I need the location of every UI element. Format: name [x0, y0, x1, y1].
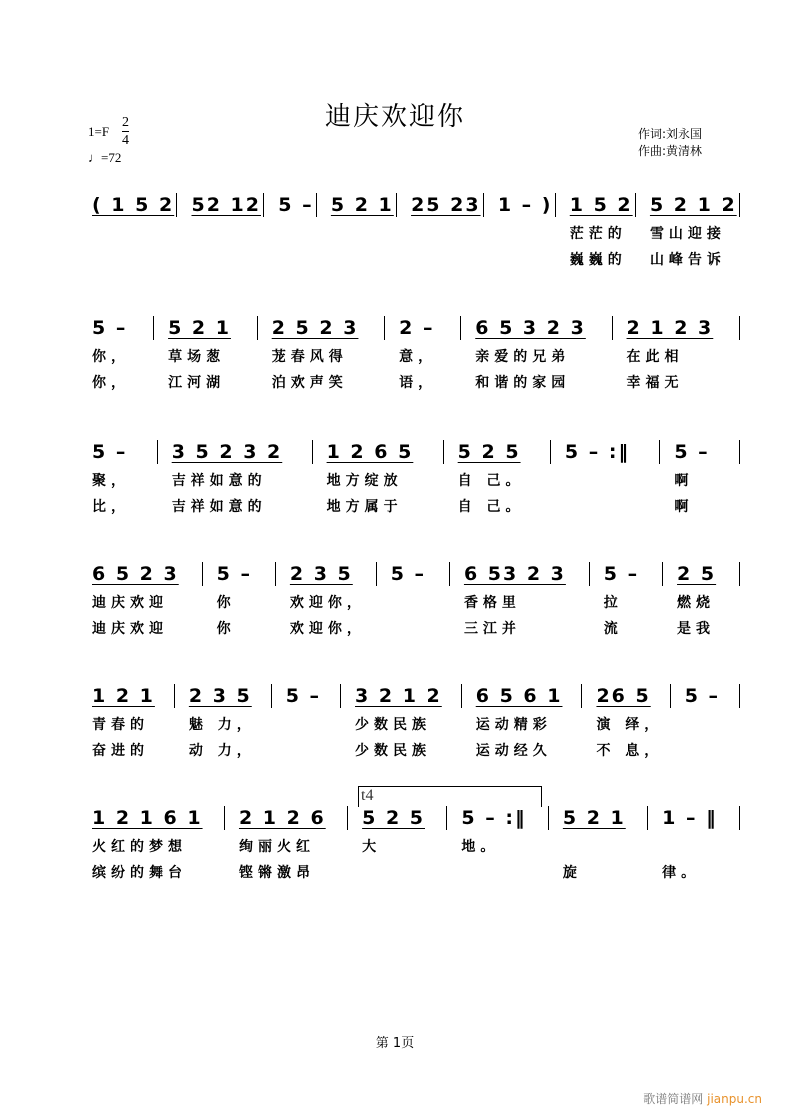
lyric-verse-1: 草场葱 — [168, 349, 226, 365]
score-line — [88, 806, 740, 881]
measure — [202, 562, 275, 637]
measure — [176, 193, 263, 217]
lyric-verse-1: 地。 — [461, 839, 500, 855]
measure-notes: 5 – — [674, 441, 710, 463]
lyric-verse-1: 你， — [92, 349, 130, 365]
measure — [257, 316, 384, 391]
measure — [548, 806, 647, 881]
measure-notes: 5 – — [285, 685, 322, 707]
lyric-verse-2: 运动经久 — [475, 743, 552, 759]
lyric-verse-1: 演 绎， — [596, 717, 664, 733]
measure-notes: 2 1 2 6 — [238, 807, 326, 829]
measure-notes: 1 2 6 5 — [326, 441, 414, 463]
lyric-verse-2: 缤纷的舞台 — [92, 865, 187, 881]
measure — [483, 193, 555, 217]
lyric-verse-2: 动 力， — [188, 743, 256, 759]
measure — [662, 562, 740, 637]
time-signature-top: 2 — [122, 115, 129, 130]
lyric-verse-2: 和谐的家园 — [475, 375, 571, 391]
lyric-verse-2: 泊欢声笑 — [271, 375, 348, 391]
time-signature — [122, 114, 129, 149]
measure-notes: 2 – — [399, 317, 435, 339]
composer: 作曲:黄清林 — [638, 144, 703, 158]
lyric-verse-2: 不 息， — [596, 743, 664, 759]
measure — [275, 562, 376, 637]
watermark — [643, 1090, 762, 1107]
measure — [88, 193, 176, 217]
tempo-marking: ♩=72 — [88, 150, 122, 165]
lyric-verse-1: 吉祥如意的 — [171, 473, 267, 489]
lyric-verse-1: 意， — [399, 349, 438, 365]
lyric-verse-2: 铿锵激昂 — [238, 865, 315, 881]
lyricist: 作词:刘永国 — [638, 127, 703, 141]
lyric-verse-2: 江河湖 — [168, 375, 226, 391]
measure-notes: 5 – — [684, 685, 721, 707]
measure — [647, 806, 740, 881]
score-line — [88, 684, 740, 759]
measure-notes: 5 2 1 — [168, 317, 231, 339]
measure — [271, 684, 340, 708]
lyric-verse-1: 聚， — [92, 473, 130, 489]
measure — [555, 193, 635, 268]
measure — [612, 316, 740, 391]
lyric-verse-1: 燃烧 — [677, 595, 716, 611]
score-line — [88, 562, 740, 637]
measure-notes: 5 2 1 — [562, 807, 626, 829]
song-title: 迪庆欢迎你 — [324, 102, 465, 132]
lyric-verse-2: 自 己。 — [457, 499, 525, 515]
lyric-verse-1: 在此相 — [626, 349, 684, 365]
lyric-verse-2: 你 — [216, 621, 236, 637]
lyric-verse-2: 你， — [92, 375, 130, 391]
lyric-verse-2: 是我 — [677, 621, 716, 637]
measure-notes: 5 – :‖ — [564, 441, 630, 463]
measure — [316, 193, 396, 217]
score-line — [88, 193, 740, 268]
measure-notes: 5 – :‖ — [461, 807, 527, 829]
measure — [153, 316, 257, 391]
measure — [635, 193, 740, 268]
measure — [670, 684, 740, 708]
measure-notes: 3 5 2 3 2 — [171, 441, 283, 463]
measure — [88, 316, 153, 391]
watermark-en: jianpu.cn — [707, 1092, 762, 1106]
measure-notes: 5 – — [278, 194, 314, 216]
measure-notes: 5 2 1 — [330, 194, 394, 216]
lyric-verse-1: 绚丽火红 — [238, 839, 315, 855]
lyric-verse-2: 流 — [603, 621, 623, 637]
lyric-verse-2: 啊 — [674, 499, 694, 515]
lyric-verse-2: 山峰告诉 — [649, 252, 726, 268]
measure — [589, 562, 662, 637]
measure — [443, 440, 550, 515]
measure — [263, 193, 316, 217]
measure — [396, 193, 483, 217]
measure — [446, 806, 547, 855]
measure — [340, 684, 461, 759]
lyric-verse-2: 旋 — [562, 865, 582, 881]
measure — [224, 806, 347, 881]
measure-notes: 1 2 1 — [92, 685, 155, 707]
lyric-verse-2: 三江并 — [463, 621, 521, 637]
lyric-verse-1: 火红的梦想 — [92, 839, 187, 855]
measure — [460, 316, 611, 391]
measure — [157, 440, 312, 515]
lyric-verse-1: 自 己。 — [457, 473, 525, 489]
lyric-verse-2: 吉祥如意的 — [171, 499, 267, 515]
lyric-verse-2: 少数民族 — [355, 743, 432, 759]
lyric-verse-2: 奋进的 — [92, 743, 149, 759]
measure-notes: 1 5 2 — [569, 194, 633, 216]
credits — [638, 126, 702, 160]
volta-bracket — [358, 786, 542, 807]
measure-notes: 2 1 2 3 — [626, 317, 714, 339]
measure — [461, 684, 582, 759]
lyric-verse-2: 欢迎你， — [289, 621, 366, 637]
measure-notes: 2 5 2 3 — [271, 317, 359, 339]
measure — [384, 316, 460, 391]
measure-notes: 2 3 5 — [188, 685, 252, 707]
lyric-verse-1: 魅 力， — [188, 717, 256, 733]
lyric-verse-1: 少数民族 — [355, 717, 432, 733]
measure — [88, 806, 224, 881]
measure-notes: 5 – — [92, 317, 128, 339]
measure-notes: 5 2 1 2 — [649, 194, 737, 216]
measure — [312, 440, 443, 515]
lyric-verse-1: 迪庆欢迎 — [92, 595, 168, 611]
score-line — [88, 316, 740, 391]
lyric-verse-1: 香格里 — [463, 595, 521, 611]
lyric-verse-2: 幸福无 — [626, 375, 684, 391]
measure — [88, 440, 157, 515]
lyric-verse-1: 运动精彩 — [475, 717, 552, 733]
lyric-verse-1: 你 — [216, 595, 236, 611]
measure — [449, 562, 589, 637]
measure-notes: 2 3 5 — [289, 563, 353, 585]
measure — [581, 684, 669, 759]
key-signature: 1=F — [88, 124, 110, 139]
measure-notes: 1 – ) — [497, 194, 553, 216]
measure-notes: 5 – — [216, 563, 252, 585]
lyric-verse-1: 大 — [362, 839, 382, 855]
page-number: 第 1页 — [375, 1036, 415, 1051]
measure — [376, 562, 449, 586]
measure-notes: 1 – ‖ — [662, 807, 718, 829]
measure — [88, 562, 202, 637]
lyric-verse-2: 比， — [92, 499, 130, 515]
lyric-verse-2: 地方属于 — [326, 499, 403, 515]
lyric-verse-1: 雪山迎接 — [649, 226, 726, 242]
lyric-verse-1: 青春的 — [92, 717, 149, 733]
lyric-verse-2: 迪庆欢迎 — [92, 621, 168, 637]
measure-notes: 5 – — [390, 563, 427, 585]
lyric-verse-1: 地方绽放 — [326, 473, 403, 489]
lyric-verse-1: 茫茫的 — [569, 226, 627, 242]
measure-notes: 1 2 1 6 1 — [92, 807, 203, 829]
measure-notes: 2 5 — [677, 563, 717, 585]
measure-notes: 6 5 2 3 — [92, 563, 179, 585]
score-line — [88, 440, 740, 515]
measure — [347, 806, 446, 855]
watermark-cn: 歌谱简谱网 — [643, 1092, 704, 1106]
measure-notes: 26 5 — [596, 685, 651, 707]
measure-notes: 5 2 5 — [457, 441, 521, 463]
measure-notes: 5 2 5 — [362, 807, 425, 829]
time-signature-bottom: 4 — [122, 133, 129, 148]
lyric-verse-2: 语， — [399, 375, 438, 391]
lyric-verse-2: 巍巍的 — [569, 252, 627, 268]
measure-notes: 6 5 6 1 — [475, 685, 563, 707]
lyric-verse-1: 茏春风得 — [271, 349, 348, 365]
measure — [550, 440, 659, 464]
lyric-verse-1: 亲爱的兄弟 — [475, 349, 571, 365]
measure-notes: 52 12 — [191, 194, 261, 216]
measure-notes: ( 1 5 2 — [92, 194, 175, 216]
measure-notes: 5 – — [92, 441, 128, 463]
measure-notes: 6 5 3 2 3 — [475, 317, 586, 339]
measure — [174, 684, 271, 759]
lyric-verse-1: 欢迎你， — [289, 595, 366, 611]
lyric-verse-1: 拉 — [603, 595, 623, 611]
measure-notes: 6 53 2 3 — [463, 563, 566, 585]
volta-label: t4 — [361, 787, 374, 804]
lyric-verse-1: 啊 — [674, 473, 694, 489]
measure-notes: 5 – — [603, 563, 640, 585]
lyric-verse-2: 律。 — [662, 865, 701, 881]
measure-notes: 25 23 — [411, 194, 481, 216]
measure — [659, 440, 740, 515]
measure-notes: 3 2 1 2 — [355, 685, 442, 707]
measure — [88, 684, 174, 759]
